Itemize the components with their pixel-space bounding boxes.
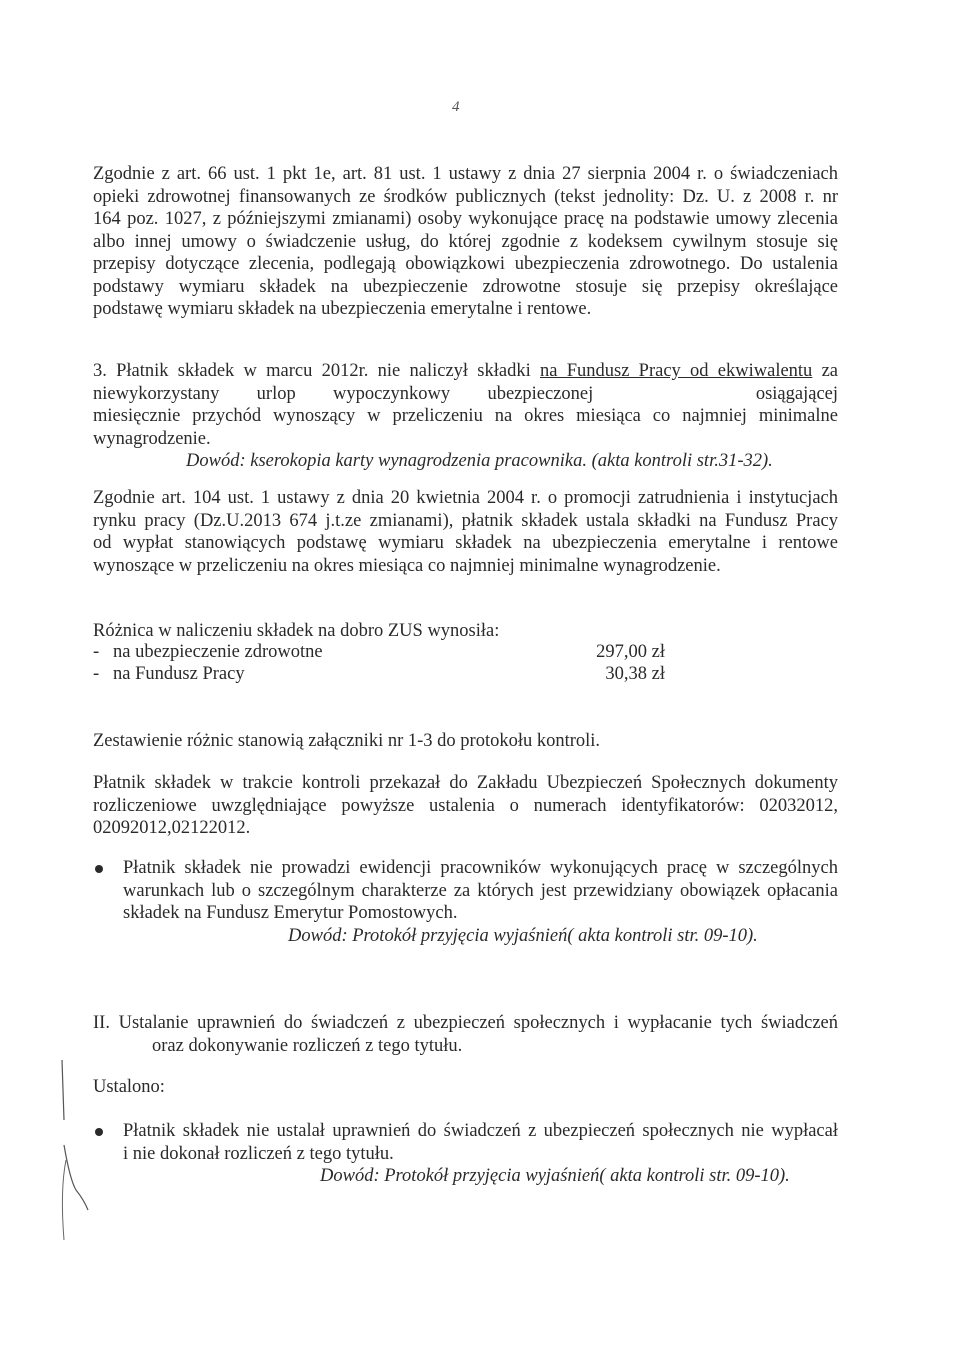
- text-line: Ustalono:: [93, 1077, 165, 1097]
- text-line: oraz dokonywanie rozliczeń z tego tytułu.: [152, 1035, 463, 1056]
- margin-pen-marks: [40, 1050, 120, 1250]
- ustalono-label: [93, 1076, 838, 1099]
- text-line: [93, 383, 838, 406]
- point3-end: za: [821, 361, 838, 381]
- text-line: podstawy wymiaru składek na ubezpieczenie zdrowotne stosuje się przepisy określające: [93, 276, 838, 297]
- text-line: wynoszące w przeliczeniu na okres miesiąca co najmniej minimalne wynagrodzenie.: [93, 555, 721, 576]
- evidence-note: Dowód: Protokół przyjęcia wyjaśnień( akta kontroli str. 09-10).: [288, 925, 758, 946]
- point3-l2-start: niewykorzystany urlop wypoczynkowy ubezpieczonej: [93, 383, 594, 404]
- evidence-note: Dowód: Protokół przyjęcia wyjaśnień( akta kontroli str. 09-10).: [320, 1166, 790, 1186]
- text-line: wynagrodzenie.: [93, 428, 211, 449]
- text-line: albo innej umowy o świadczenie usług, do której zgodnie z kodeksem cywilnym stosuje się: [93, 231, 838, 252]
- text-line: i nie dokonał rozliczeń z tego tytułu.: [123, 1143, 394, 1164]
- text-line: 02092012,02122012.: [93, 818, 251, 838]
- difference-row-value: 30,38 zł: [605, 664, 665, 684]
- section-2-heading: [93, 1012, 838, 1057]
- bullet-icon: [95, 865, 103, 873]
- bullet-pension-fund: [123, 857, 838, 947]
- text-line: Zgodnie art. 104 ust. 1 ustawy z dnia 20 kwietnia 2004 r. o promocji zatrudnienia i instytucjach: [93, 488, 838, 508]
- text-line: 164 poz. 1027, z późniejszymi zmianami) osoby wykonujące pracę na podstawie umowy zlecenia: [93, 209, 838, 229]
- point-3: [93, 360, 838, 473]
- text-line: od wypłat stanowiących podstawę wymiaru składek na ubezpieczenia emerytalne i rentowe: [93, 533, 838, 553]
- text-line: składek na Fundusz Emerytur Pomostowych.: [123, 903, 458, 923]
- point3-start: 3. Płatnik składek w marcu 2012r. nie naliczył składki: [93, 361, 531, 381]
- point3-underlined: na Fundusz Pracy od ekwiwalentu: [540, 361, 813, 381]
- text-line: przepisy dotyczące zlecenia, podlegają obowiązkowi ubezpieczenia zdrowotnego. Do ustalenia: [93, 254, 838, 274]
- page-number: 4: [452, 99, 460, 115]
- text-line: Zestawienie różnic stanowią załączniki nr 1-3 do protokołu kontroli.: [93, 731, 601, 751]
- difference-heading: [93, 620, 838, 643]
- paragraph-labour-fund: [93, 487, 838, 577]
- text-line: rynku pracy (Dz.U.2013 674 j.t.ze zmianami), płatnik składek ustala składki na Fundusz Pracy: [93, 510, 838, 531]
- difference-row-label: - na Fundusz Pracy: [93, 664, 245, 684]
- text-line: warunkach lub o szczególnym charakterze za których jest przewidziany obowiązek opłacania: [123, 880, 838, 901]
- text-line: opieki zdrowotnej finansowanych ze środków publicznych (tekst jednolity: Dz. U. z 2008 r. nr: [93, 186, 838, 207]
- difference-row-label: - na ubezpieczenie zdrowotne: [93, 642, 323, 662]
- text-line: Płatnik składek nie prowadzi ewidencji pracowników wykonujących pracę w szczególnych: [123, 858, 838, 878]
- paragraph-documents: [93, 772, 838, 840]
- text-line: Płatnik składek nie ustalał uprawnień do świadczeń z ubezpieczeń społecznych nie wypłacał: [123, 1121, 838, 1141]
- text-line: II. Ustalanie uprawnień do świadczeń z ubezpieczeń społecznych i wypłacanie tych świadczeń: [93, 1013, 838, 1033]
- difference-heading-text: Różnica w naliczeniu składek na dobro ZUS wynosiła:: [93, 621, 500, 641]
- text-line: Zgodnie z art. 66 ust. 1 pkt 1e, art. 81 ust. 1 ustawy z dnia 27 sierpnia 2004 r. o świadczeniach: [93, 164, 838, 184]
- summary-line: [93, 730, 838, 753]
- evidence-note: Dowód: kserokopia karty wynagrodzenia pracownika. (akta kontroli str.31-32).: [186, 451, 773, 471]
- text-line: podstawę wymiaru składek na ubezpieczenia emerytalne i rentowe.: [93, 299, 592, 319]
- point3-l2-end: osiągającej: [755, 383, 839, 404]
- paragraph-health-insurance: [93, 163, 838, 321]
- text-line: rozliczeniowe uwzględniające powyższe ustalenia o numerach identyfikatorów: 02032012,: [93, 795, 838, 816]
- difference-row-value: 297,00 zł: [596, 642, 665, 662]
- text-line: miesięcznie przychód wynoszący w przeliczeniu na okres miesiąca co najmniej minimalne: [93, 406, 838, 426]
- text-line: [93, 360, 838, 383]
- bullet-benefits: [123, 1120, 838, 1188]
- text-line: Płatnik składek w trakcie kontroli przekazał do Zakładu Ubezpieczeń Społecznych dokumenty: [93, 773, 838, 793]
